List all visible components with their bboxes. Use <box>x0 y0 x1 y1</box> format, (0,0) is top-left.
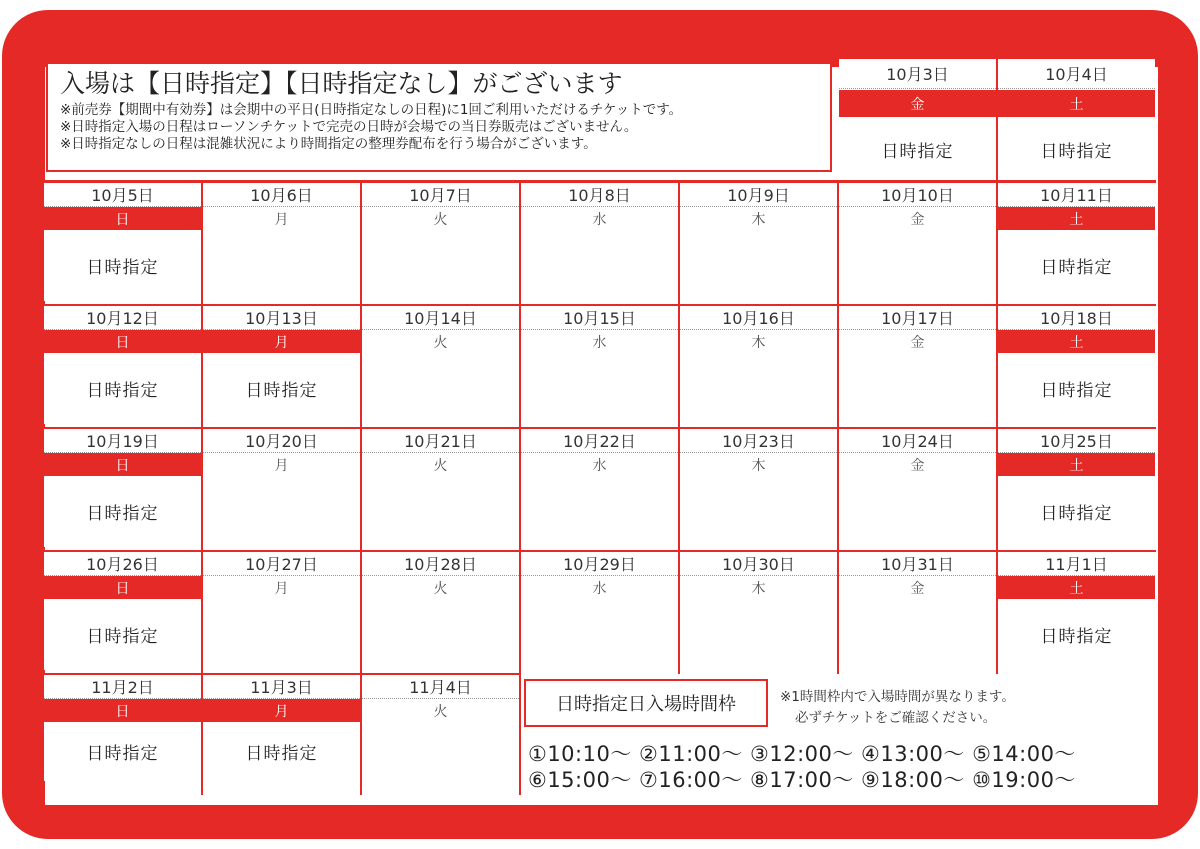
day-date: 10月30日 <box>680 551 837 576</box>
day-cell-empty <box>680 230 837 301</box>
day-of-week: 木 <box>680 330 837 353</box>
day-date: 10月6日 <box>203 182 360 207</box>
time-slot-note-2: 必ずチケットをご確認ください。 <box>795 710 997 726</box>
day-date: 10月26日 <box>44 551 201 576</box>
day-of-week: 火 <box>362 330 519 353</box>
day-date: 10月5日 <box>44 182 201 207</box>
day-of-week: 日 <box>44 207 201 230</box>
day-of-week: 火 <box>362 699 519 722</box>
day-of-week: 木 <box>680 576 837 599</box>
info-note-2: ※日時指定入場の日程はローソンチケットで完売の日時が会場での当日券販売はございません。 <box>60 119 638 135</box>
day-date: 10月25日 <box>998 428 1155 453</box>
grid-divider <box>996 182 998 674</box>
day-of-week: 土 <box>998 207 1155 230</box>
day-of-week: 日 <box>44 330 201 353</box>
day-cell-empty <box>839 599 996 670</box>
day-of-week: 金 <box>839 576 996 599</box>
day-of-week: 木 <box>680 453 837 476</box>
reserved-label: 日時指定 <box>44 476 201 547</box>
day-date: 10月9日 <box>680 182 837 207</box>
reserved-label: 日時指定 <box>44 722 201 781</box>
grid-divider <box>43 304 1156 306</box>
day-date: 10月16日 <box>680 305 837 330</box>
day-date: 10月4日 <box>998 59 1155 89</box>
day-of-week: 木 <box>680 207 837 230</box>
grid-divider <box>43 427 1156 429</box>
day-cell-empty <box>521 353 678 424</box>
reserved-label: 日時指定 <box>998 476 1155 547</box>
grid-divider <box>519 182 521 674</box>
day-of-week: 金 <box>839 330 996 353</box>
grid-divider <box>360 182 362 674</box>
day-of-week: 水 <box>521 207 678 230</box>
info-note-1: ※前売券【期間中有効券】は会期中の平日(日時指定なしの日程)に1回ご利用いただけるチケットです。 <box>60 102 683 118</box>
day-date: 10月21日 <box>362 428 519 453</box>
day-of-week: 土 <box>998 576 1155 599</box>
day-date: 11月1日 <box>998 551 1155 576</box>
day-cell-empty <box>680 353 837 424</box>
grid-divider <box>43 673 520 675</box>
grid-divider <box>201 182 203 674</box>
day-date: 11月2日 <box>44 674 201 699</box>
day-cell-empty <box>362 599 519 670</box>
day-date: 10月12日 <box>44 305 201 330</box>
grid-divider <box>837 182 839 674</box>
reserved-label: 日時指定 <box>998 353 1155 424</box>
day-date: 10月27日 <box>203 551 360 576</box>
reserved-label: 日時指定 <box>44 599 201 670</box>
reserved-label: 日時指定 <box>203 353 360 424</box>
day-of-week: 日 <box>44 576 201 599</box>
day-cell-empty <box>203 599 360 670</box>
day-of-week: 火 <box>362 207 519 230</box>
day-cell-empty <box>521 476 678 547</box>
day-cell-empty <box>839 476 996 547</box>
day-date: 11月4日 <box>362 674 519 699</box>
grid-divider <box>678 182 680 674</box>
day-of-week: 月 <box>203 699 360 722</box>
day-of-week: 火 <box>362 576 519 599</box>
day-date: 11月3日 <box>203 674 360 699</box>
day-cell-empty <box>362 230 519 301</box>
day-date: 10月23日 <box>680 428 837 453</box>
day-of-week: 月 <box>203 330 360 353</box>
day-date: 10月28日 <box>362 551 519 576</box>
reserved-label: 日時指定 <box>203 722 360 781</box>
reserved-label: 日時指定 <box>998 230 1155 301</box>
day-of-week: 金 <box>839 207 996 230</box>
day-of-week: 月 <box>203 207 360 230</box>
day-date: 10月13日 <box>203 305 360 330</box>
day-cell-empty <box>839 353 996 424</box>
day-cell-empty <box>521 230 678 301</box>
grid-divider <box>996 58 998 182</box>
day-of-week: 土 <box>998 330 1155 353</box>
reserved-label: 日時指定 <box>998 119 1155 179</box>
time-slot-note-1: ※1時間枠内で入場時間が異なります。 <box>780 689 1015 705</box>
day-date: 10月10日 <box>839 182 996 207</box>
grid-divider <box>43 180 1156 182</box>
day-of-week: 水 <box>521 576 678 599</box>
day-date: 10月24日 <box>839 428 996 453</box>
time-slot-title: 日時指定日入場時間枠 <box>524 679 768 727</box>
day-date: 10月7日 <box>362 182 519 207</box>
day-cell-empty <box>680 476 837 547</box>
day-date: 10月31日 <box>839 551 996 576</box>
day-cell-empty <box>362 722 519 781</box>
day-date: 10月14日 <box>362 305 519 330</box>
day-date: 10月3日 <box>839 59 996 89</box>
day-of-week: 金 <box>839 453 996 476</box>
reserved-label: 日時指定 <box>44 353 201 424</box>
day-cell-empty <box>521 599 678 670</box>
day-date: 10月20日 <box>203 428 360 453</box>
grid-divider <box>360 674 362 795</box>
grid-divider <box>519 674 521 795</box>
day-of-week: 水 <box>521 330 678 353</box>
day-cell-empty <box>680 599 837 670</box>
grid-divider <box>201 674 203 795</box>
reserved-label: 日時指定 <box>44 230 201 301</box>
day-date: 10月11日 <box>998 182 1155 207</box>
day-date: 10月18日 <box>998 305 1155 330</box>
day-of-week: 日 <box>44 699 201 722</box>
time-slots-line-1: ①10:10～ ②11:00～ ③12:00～ ④13:00～ ⑤14:00～ <box>528 742 1076 766</box>
day-of-week: 土 <box>998 90 1155 117</box>
day-cell-empty <box>203 230 360 301</box>
day-of-week: 火 <box>362 453 519 476</box>
day-cell-empty <box>362 353 519 424</box>
day-date: 10月22日 <box>521 428 678 453</box>
day-of-week: 金 <box>839 90 996 117</box>
info-box <box>46 62 832 172</box>
reserved-label: 日時指定 <box>998 599 1155 670</box>
day-cell-empty <box>839 230 996 301</box>
day-of-week: 土 <box>998 453 1155 476</box>
reserved-label: 日時指定 <box>839 119 996 179</box>
day-date: 10月29日 <box>521 551 678 576</box>
day-of-week: 月 <box>203 453 360 476</box>
info-title: 入場は【日時指定】【日時指定なし】がございます <box>60 69 623 98</box>
time-slots-line-2: ⑥15:00～ ⑦16:00～ ⑧17:00～ ⑨18:00～ ⑩19:00～ <box>528 768 1076 792</box>
day-date: 10月17日 <box>839 305 996 330</box>
day-of-week: 月 <box>203 576 360 599</box>
grid-divider <box>43 550 1156 552</box>
day-cell-empty <box>203 476 360 547</box>
day-date: 10月8日 <box>521 182 678 207</box>
day-date: 10月15日 <box>521 305 678 330</box>
day-date: 10月19日 <box>44 428 201 453</box>
info-note-3: ※日時指定なしの日程は混雑状況により時間指定の整理券配布を行う場合がございます。 <box>60 136 597 152</box>
day-cell-empty <box>362 476 519 547</box>
day-of-week: 水 <box>521 453 678 476</box>
day-of-week: 日 <box>44 453 201 476</box>
